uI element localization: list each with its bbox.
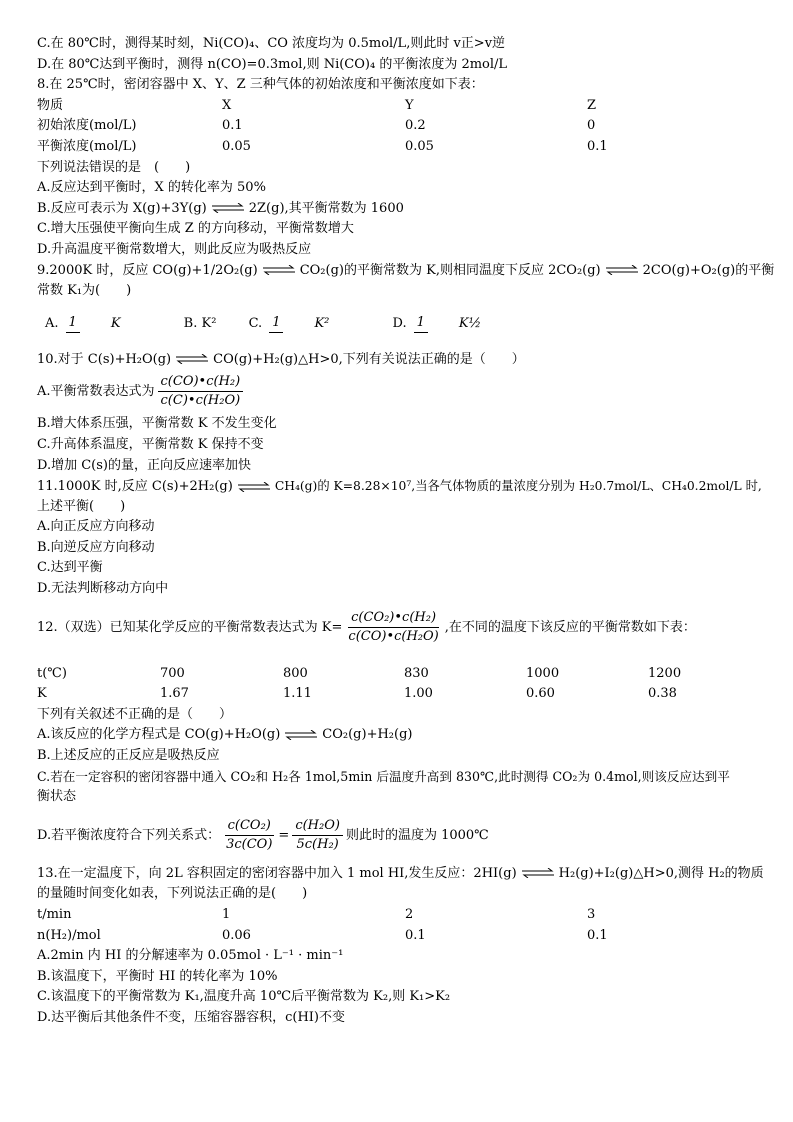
table-cell: 0.1 [587, 138, 608, 154]
table-cell: Z [587, 97, 597, 113]
q13-stem-line2: 的量随时间变化如表，下列说法正确的是( ) [37, 886, 308, 902]
table-cell: t/min [37, 907, 72, 922]
fraction: $\frac{\text{c(CO₂)•c(H₂)}}{\text{c(CO)•c(H₂O)}}$ [348, 609, 439, 644]
q7-option-c: C.在 80℃时，测得某时刻，Ni(CO)₄、CO 浓度均为 0.5mol/L,则此时 v正>v逆 [37, 36, 506, 51]
table-cell: 1200 [648, 665, 682, 681]
q12-option-c: C.若在一定容积的密闭容器中通入 CO₂和 H₂各 1mol,5min 后温度升高到 830℃,此时测得 CO₂为 0.4mol,则该反应达到平 [37, 768, 730, 784]
q10-option-c: C.升高体系温度，平衡常数 K 保持不变 [37, 436, 264, 452]
table-cell: 0.05 [222, 138, 251, 154]
q9-stem [37, 261, 775, 282]
table-cell: 1000 [526, 665, 560, 681]
q11-stem-right: CH₄(g)的 K=8.28×10⁷,当各气体物质的量浓度分别为 H₂0.7mol/L、CH₄0.2mol/L 时, [274, 479, 762, 494]
table-cell: 1.00 [404, 686, 433, 702]
q8-question: 下列说法错误的是 ( ) [37, 159, 191, 175]
table-cell: t(℃) [37, 665, 67, 681]
fraction: 1 K² [269, 314, 360, 333]
table-cell: 初始浓度(mol/L) [37, 118, 137, 134]
table-cell: 0.38 [648, 686, 677, 702]
q13-table-row [37, 926, 757, 947]
q7-option-d: D.在 80℃达到平衡时，测得 n(CO)=0.3mol,则 Ni(CO)₄ 的平衡浓度为 2mol/L [37, 56, 508, 72]
q8-table-row [37, 116, 757, 137]
fraction: $\frac{\text{c(CO₂)}}{3c(CO)}$ [226, 817, 273, 852]
table-cell: 0.06 [222, 927, 251, 943]
table-cell: 平衡浓度(mol/L) [37, 138, 137, 154]
table-cell: n(H₂)/mol [37, 927, 101, 943]
q10-option-d: D.增加 C(s)的量，正向反应速率加快 [37, 457, 251, 473]
q12-stem [37, 606, 757, 650]
table-cell: 0 [587, 118, 596, 134]
q12-option-d: D.若平衡浓度符合下列关系式： $\frac{\text{c(CO₂)}}{3c(CO)}$ = $\frac{\text{c(H₂O)}}{\text{5c(H₂)}}$ 则此时的温度为 1000℃ [37, 817, 489, 852]
q10-stem-right: CO(g)+H₂(g)△H>0,下列有关说法正确的是（ ） [213, 351, 525, 367]
q8-option-b-left: B.反应可表示为 X(g)+3Y(g) [37, 200, 207, 216]
q8-table-row [37, 137, 757, 158]
equilibrium-arrow-icon [211, 203, 245, 213]
q8-option-c: C.增大压强使平衡向生成 Z 的方向移动，平衡常数增大 [37, 221, 354, 237]
fraction: 1 K [66, 314, 152, 333]
q12-option-a-right: CO₂(g)+H₂(g) [322, 727, 413, 743]
q9-stem-part3: 2CO(g)+O₂(g)的平衡 [642, 262, 775, 278]
table-cell: Y [405, 97, 414, 113]
fraction: $\frac{\text{c(H₂O)}}{\text{5c(H₂)}}$ [292, 817, 343, 854]
q11-option-d: D.无法判断移动方向中 [37, 581, 169, 597]
table-cell: 3 [587, 907, 596, 922]
equilibrium-arrow-icon [262, 265, 296, 275]
table-cell: 1 [222, 907, 231, 922]
table-cell: 0.1 [405, 927, 426, 943]
q11-stem-left: 11.1000K 时,反应 C(s)+2H₂(g) [37, 479, 233, 495]
equilibrium-arrow-icon [237, 482, 271, 492]
q13-option-a: A.2min 内 HI 的分解速率为 0.05mol · L⁻¹ · min⁻¹ [37, 948, 344, 964]
q10-stem [37, 350, 757, 371]
table-cell: 0.1 [222, 118, 243, 134]
table-cell: 0.2 [405, 118, 426, 134]
q12-option-a-left: A.该反应的化学方程式是 CO(g)+H₂O(g) [37, 727, 281, 743]
table-cell: 1.11 [283, 686, 312, 702]
table-cell: 0.1 [587, 927, 608, 943]
q9-stem-part1: 9.2000K 时，反应 CO(g)+1/2O₂(g) [37, 262, 258, 278]
q11-option-b: B.向逆反应方向移动 [37, 539, 155, 555]
q8-option-b [37, 199, 757, 220]
equilibrium-arrow-icon [175, 354, 209, 364]
table-cell: 830 [404, 665, 429, 681]
equilibrium-arrow-icon [605, 265, 639, 275]
table-cell: 0.60 [526, 686, 555, 702]
q9-option-a: A. 1 K [45, 302, 152, 347]
q8-stem: 8.在 25℃时，密闭容器中 X、Y、Z 三种气体的初始浓度和平衡浓度如下表： [37, 77, 484, 93]
q12-question: 下列有关叙述不正确的是（ ） [37, 706, 233, 722]
q11-option-a: A.向正反应方向移动 [37, 519, 155, 535]
fraction: 1 K½ [414, 314, 513, 333]
q13-stem-right: H₂(g)+I₂(g)△H>0,测得 H₂的物质 [558, 865, 764, 881]
q11-stem [37, 476, 762, 497]
q13-option-d: D.达平衡后其他条件不变，压缩容器容积，c(HI)不变 [37, 1009, 345, 1025]
table-cell: 700 [160, 665, 185, 681]
equals-sign: = [278, 827, 290, 843]
document-page [37, 34, 775, 1029]
q9-stem-part2: CO₂(g)的平衡常数为 K,则相同温度下反应 2CO₂(g) [299, 262, 601, 278]
table-cell: 物质 [37, 97, 64, 113]
q12-option-c-cont: 衡状态 [37, 789, 77, 805]
table-cell: K [37, 686, 47, 702]
table-cell: 1.67 [160, 686, 189, 702]
equilibrium-arrow-icon [284, 730, 318, 740]
equilibrium-arrow-icon [521, 868, 555, 878]
q9-option-d: D. 1 K½ [393, 302, 513, 347]
q10-stem-left: 10.对于 C(s)+H₂O(g) [37, 351, 172, 367]
q13-stem [37, 864, 764, 885]
table-cell: 0.05 [405, 138, 434, 154]
q12-option-b: B.上述反应的正反应是吸热反应 [37, 748, 220, 764]
q13-option-c: C.该温度下的平衡常数为 K₁,温度升高 10℃后平衡常数为 K₂,则 K₁>K₂ [37, 989, 451, 1005]
q13-table-header-row [37, 905, 757, 926]
q9-option-c: C. 1 K² [249, 302, 361, 347]
q8-table-header-row [37, 96, 757, 117]
q13-option-b: B.该温度下，平衡时 HI 的转化率为 10% [37, 968, 278, 984]
q11-option-c: C.达到平衡 [37, 560, 103, 576]
q9-stem-line2: 常数 K₁为( ) [37, 283, 132, 299]
q10-option-a: A.平衡常数表达式为 $\frac{\text{c(CO)•c(H₂)}}{\text{c(C)•c(H₂O)}}$ [37, 370, 757, 414]
q8-option-a: A.反应达到平衡时，X 的转化率为 50% [37, 180, 266, 196]
q10-option-b: B.增大体系压强，平衡常数 K 不发生变化 [37, 416, 277, 432]
table-cell: 2 [405, 907, 414, 922]
q12-option-a [37, 725, 757, 746]
table-cell: 800 [283, 665, 308, 681]
q12-stem-left: 12.（双选）已知某化学反应的平衡常数表达式为 K= [37, 619, 343, 635]
q12-stem-right: ,在不同的温度下该反应的平衡常数如下表： [444, 619, 696, 635]
fraction: $\frac{\text{c(CO)•c(H₂)}}{\text{c(C)•c(H₂O)}}$ [158, 373, 244, 410]
q9-options [37, 302, 757, 346]
q12-table-header-row [37, 664, 757, 685]
table-cell: X [222, 97, 232, 113]
q9-option-b: B. K² [183, 315, 217, 331]
q8-option-b-right: 2Z(g),其平衡常数为 1600 [248, 200, 404, 216]
q12-table-row [37, 684, 757, 705]
q8-option-d: D.升高温度平衡常数增大，则此反应为吸热反应 [37, 241, 312, 257]
q11-stem-line2: 上述平衡( ) [37, 498, 126, 514]
q13-stem-left: 13.在一定温度下，向 2L 容积固定的密闭容器中加入 1 mol HI,发生反应：2HI(g) [37, 865, 517, 881]
